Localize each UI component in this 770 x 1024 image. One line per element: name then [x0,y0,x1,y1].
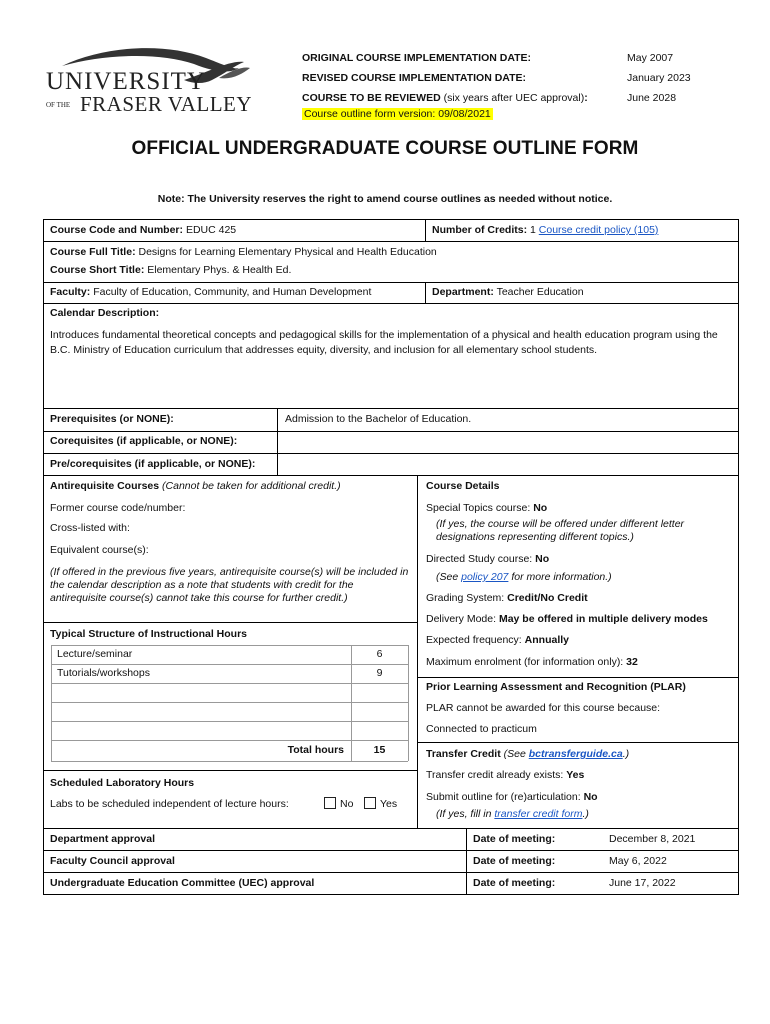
antireq-note: (If offered in the previous five years, antirequisite course(s) will be included in the calendar description as a note that students with credit for the antirequisite course(s) cannot take this course for further credit.) [50,566,409,604]
prereq-label: Prerequisites (or NONE): [50,413,174,425]
logo-line-2-small: OF THE [46,101,71,109]
full-title: Course Full Title: Designs for Learning Elementary Physical and Health Education [50,246,437,258]
transfer-ifyes: (If yes, fill in transfer credit form.) [436,808,589,820]
yes-checkbox[interactable] [364,797,376,809]
grading-system: Grading System: Credit/No Credit [426,592,588,604]
approval-label: Undergraduate Education Committee (UEC) approval [50,877,315,889]
hours-heading: Typical Structure of Instructional Hours [50,628,247,640]
approval-date: June 17, 2022 [609,877,676,889]
lab-question: Labs to be scheduled independent of lecture hours: [50,798,289,810]
hours-row-value: 6 [376,648,383,660]
hours-row-label: Tutorials/workshops [57,667,150,679]
transfer-credit-form-link[interactable]: transfer credit form [494,808,583,820]
department: Department: Teacher Education [432,286,584,298]
lab-no-option[interactable]: No [324,797,353,811]
prereq-value: Admission to the Bachelor of Education. [285,413,472,425]
maximum-enrolment: Maximum enrolment (for information only): 32 [426,656,638,668]
approval-label: Department approval [50,833,156,845]
original-date-value: May 2007 [627,52,674,64]
approval-date-label: Date of meeting: [473,855,556,867]
plar-text: PLAR cannot be awarded for this course because: [426,702,661,714]
total-hours-value: 15 [373,744,386,756]
antireq-heading: Antirequisite Courses (Cannot be taken for additional credit.) [50,480,341,492]
hours-row-value: 9 [376,667,383,679]
course-code: Course Code and Number: EDUC 425 [50,224,237,236]
approval-label: Faculty Council approval [50,855,175,867]
plar-reason: Connected to practicum [426,723,537,735]
bctransferguide-link[interactable]: bctransferguide.ca [528,748,623,760]
logo-line-2: FRASER VALLEY [80,92,253,116]
directed-study-note: (See policy 207 for more information.) [436,571,612,583]
precoreq-label: Pre/corequisites (if applicable, or NONE): [50,458,256,470]
original-date-label: ORIGINAL COURSE IMPLEMENTATION DATE: [302,52,532,64]
lab-yes-option[interactable]: Yes [364,797,397,811]
special-topics-note: (If yes, the course will be offered under different letter designations representing different topics.) [436,518,685,543]
approval-date-label: Date of meeting: [473,833,556,845]
approval-date-label: Date of meeting: [473,877,556,889]
equivalent-courses: Equivalent course(s): [50,544,149,556]
lab-heading: Scheduled Laboratory Hours [50,777,195,789]
form-version: Course outline form version: 09/08/2021 [304,108,491,120]
delivery-mode: Delivery Mode: May be offered in multiple delivery modes [426,613,708,625]
no-checkbox[interactable] [324,797,336,809]
policy-207-link[interactable]: policy 207 [461,571,509,583]
review-date-value: June 2028 [627,92,677,104]
plar-heading: Prior Learning Assessment and Recognition (PLAR) [426,681,686,693]
credits: Number of Credits: 1 Course credit policy (105) [432,224,659,236]
calendar-description: Introduces fundamental theoretical concepts and pedagogical skills for the implementation of a physical and health education program using the B.C. Ministry of Education curriculum that addresses equity, diversity, and inclusion for all elementary school students. [50,329,718,356]
expected-frequency: Expected frequency: Annually [426,634,569,646]
approval-date: May 6, 2022 [609,855,667,867]
details-heading: Course Details [426,480,500,492]
revised-date-label: REVISED COURSE IMPLEMENTATION DATE: [302,72,527,84]
special-topics: Special Topics course: No [426,502,548,514]
logo-line-1: UNIVERSITY [46,68,206,95]
transfer-heading: Transfer Credit (See bctransferguide.ca.) [426,748,630,760]
amend-note: Note: The University reserves the right to amend course outlines as needed without notice. [157,193,613,205]
coreq-label: Corequisites (if applicable, or NONE): [50,435,238,447]
credit-policy-link[interactable]: Course credit policy (105) [538,224,659,236]
former-course: Former course code/number: [50,502,186,514]
directed-study: Directed Study course: No [426,553,550,565]
calendar-label: Calendar Description: [50,307,160,319]
total-hours-label: Total hours [287,744,344,756]
approval-date: December 8, 2021 [609,833,696,845]
cross-listed: Cross-listed with: [50,522,130,534]
university-logo [44,44,259,124]
review-date-label: COURSE TO BE REVIEWED (six years after UEC approval): [302,92,588,104]
revised-date-value: January 2023 [627,72,691,84]
transfer-exists: Transfer credit already exists: Yes [426,769,585,781]
short-title: Course Short Title: Elementary Phys. & Health Ed. [50,264,292,276]
transfer-submit: Submit outline for (re)articulation: No [426,791,598,803]
form-title: OFFICIAL UNDERGRADUATE COURSE OUTLINE FORM [131,138,639,159]
faculty: Faculty: Faculty of Education, Community, and Human Development [50,286,372,298]
hours-row-label: Lecture/seminar [57,648,133,660]
